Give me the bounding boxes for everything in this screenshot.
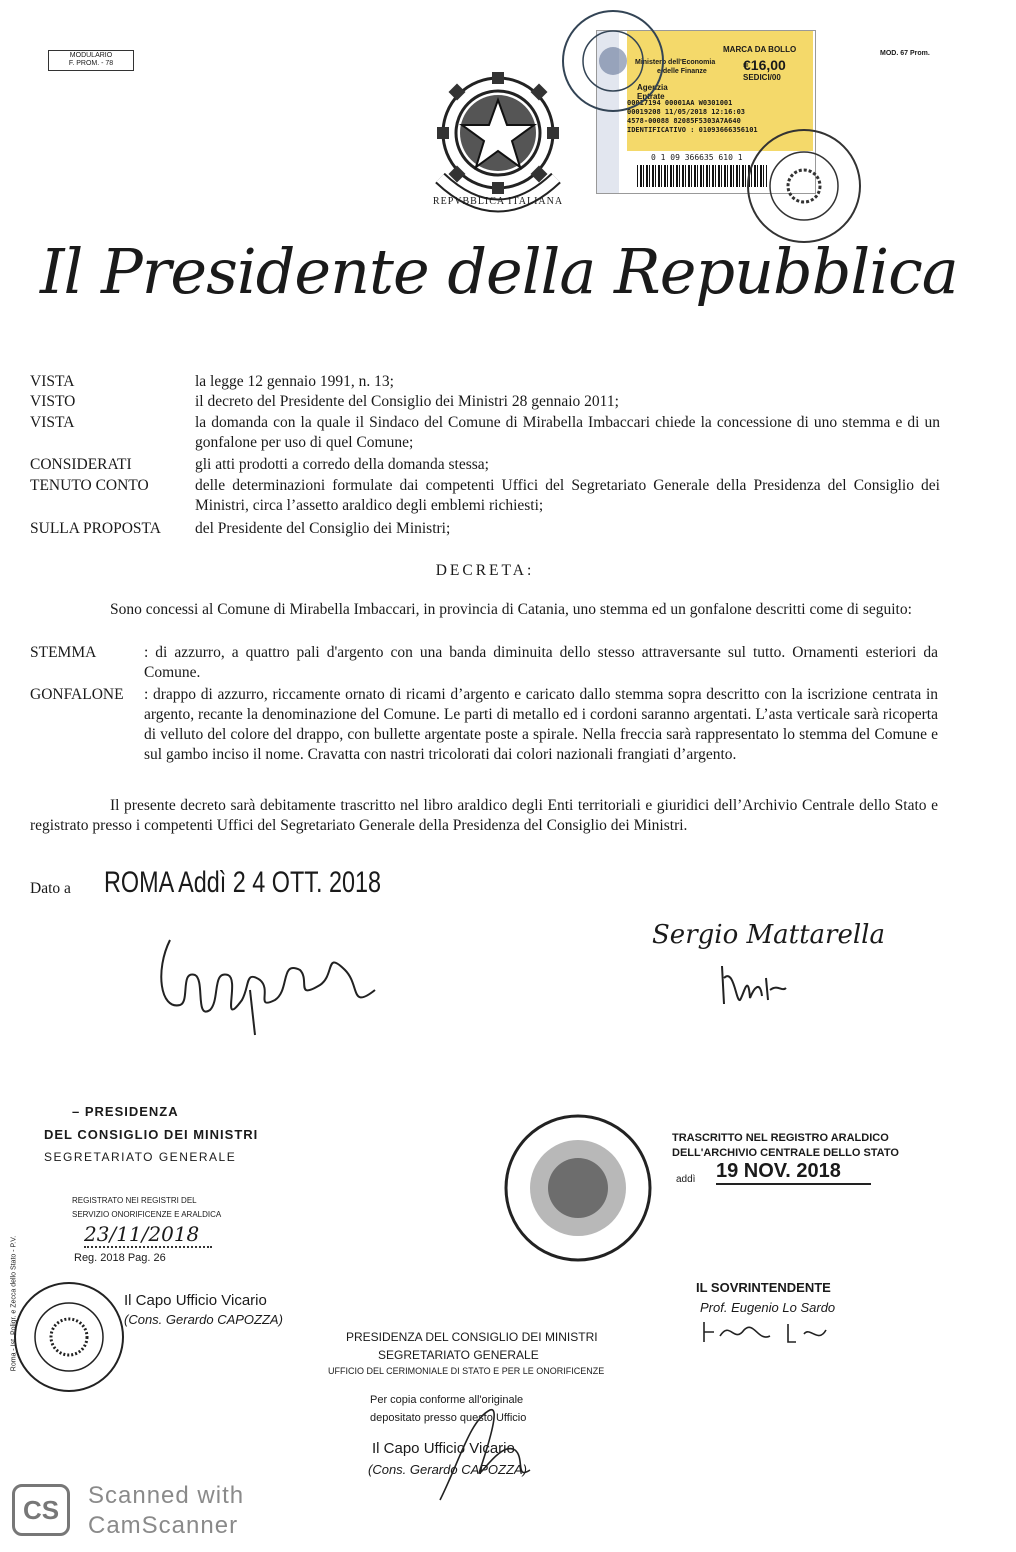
camscanner-line-1: Scanned with	[88, 1482, 245, 1509]
right-trascritto: TRASCRITTO NEL REGISTRO ARALDICO	[672, 1132, 889, 1144]
seal-bottom-left-icon	[10, 1278, 128, 1396]
president-signature: Sergio Mattarella	[652, 920, 885, 950]
dato-a-label: Dato a	[30, 880, 71, 897]
intro-paragraph: Sono concessi al Comune di Mirabella Imbaccari, in provincia di Catania, uno stemma ed un gonfalone descritti come di seguito:	[110, 601, 912, 618]
stemma-definition: STEMMA : di azzurro, a quattro pali d'argento con una banda diminuita dello stesso attraversante sul tutto. Ornamenti esteriori da Comune.	[30, 644, 938, 681]
printer-note: Roma - Ist. Poligr. e Zecca dello Stato - P.V.	[10, 1235, 18, 1372]
stamp-amount: €16,00	[743, 57, 786, 73]
dash-mark: –	[72, 1104, 85, 1119]
seal-top-right-icon	[742, 124, 866, 248]
registration-line-1: REGISTRATO NEI REGISTRI DEL	[72, 1196, 197, 1205]
premise-row: VISTA la domanda con la quale il Sindaco del Comune di Mirabella Imbaccari chiede la concessione di uno stemma e di un gonfalone per uso di quel Comune;	[30, 414, 940, 451]
center-copia-conforme: Per copia conforme all'originale	[370, 1394, 524, 1406]
camscanner-logo-icon: CS	[12, 1484, 70, 1536]
premise-row: TENUTO CONTO delle determinazioni formulate dai competenti Uffici del Segretariato Generale della Presidenza del Consiglio dei Ministri, circa l’assetto araldico degli emblemi richiesti;	[30, 477, 940, 514]
premise-row: VISTO il decreto del Presidente del Consiglio dei Ministri 28 gennaio 2011;	[30, 393, 619, 410]
premise-row: SULLA PROPOSTA del Presidente del Consiglio dei Ministri;	[30, 520, 451, 537]
archive-seal-icon	[498, 1108, 658, 1268]
right-addi: addì	[676, 1174, 696, 1185]
registration-volume: Reg. 2018 Pag. 26	[74, 1252, 166, 1264]
left-block-segretariato: SEGRETARIATO GENERALE	[44, 1150, 237, 1164]
seal-top-left-icon	[558, 6, 668, 116]
left-block-consiglio: DEL CONSIGLIO DEI MINISTRI	[44, 1127, 259, 1142]
right-date: 19 NOV. 2018	[716, 1160, 871, 1185]
premise-row: VISTA la legge 12 gennaio 1991, n. 13;	[30, 373, 394, 390]
camscanner-line-2: CamScanner	[88, 1512, 239, 1539]
gonfalone-definition: GONFALONE : drappo di azzurro, riccamente ornato di ricami d’argento e caricato dallo stemma sopra descritto con la iscrizione centrata in argento, recante la denominazione del Comune. Le parti di metallo ed i cordoni saranno argentati. L’asta verticale sarà ricoperta di velluto del colore del drappo, con bullette argentate poste a spirale. Nella freccia sarà rappresentato lo stemma del Comune e sul gambo inciso il nome. Cravatta con nastri tricolorati dai colori nazionali frangiati d’argento.	[30, 686, 938, 763]
center-capo-ufficio: Il Capo Ufficio Vicario	[372, 1440, 515, 1457]
republic-emblem-icon	[418, 58, 578, 218]
center-depositato: depositato presso questo Ufficio	[370, 1412, 527, 1424]
minister-signature-icon	[150, 930, 390, 1040]
place-date-stamp: ROMA Addì 2 4 OTT. 2018	[104, 866, 382, 899]
center-cons-capozza: (Cons. Gerardo CAPOZZA)	[368, 1462, 527, 1477]
stamp-codes: 00017194 00001AA W0301001 00019208 11/05/2018 12:16:03 4578-00088 82085F5303A7A640 IDENTIFICATIVO : 01093666356101	[627, 99, 758, 134]
registration-line-2: SERVIZIO ONORIFICENZE E ARALDICA	[72, 1210, 222, 1219]
president-initials-icon	[714, 958, 794, 1014]
page-title: Il Presidente della Repubblica	[40, 235, 958, 308]
mod-label: MOD. 67 Prom.	[880, 50, 930, 57]
sovrintendente-signature-icon	[700, 1316, 830, 1348]
decreta-heading: DECRETA:	[435, 562, 535, 579]
modulario-tag: MODULARIO F. PROM. - 78	[48, 50, 134, 71]
center-signature-icon	[420, 1400, 560, 1510]
emblem-ring-text: REPVBBLICA ITALIANA	[432, 196, 564, 207]
center-ufficio: UFFICIO DEL CERIMONIALE DI STATO E PER LE ONORIFICENZE	[328, 1366, 605, 1376]
closing-paragraph: Il presente decreto sarà debitamente trascritto nel libro araldico degli Enti territoriali e giuridici dell’Archivio Centrale dello Stato e registrato presso i competenti Uffici del Segretariato Generale della Presidenza del Consiglio dei Ministri.	[30, 797, 938, 834]
right-sovrintendente: IL SOVRINTENDENTE	[696, 1280, 831, 1295]
center-presidenza: PRESIDENZA DEL CONSIGLIO DEI MINISTRI	[346, 1330, 598, 1344]
left-cons-capozza: (Cons. Gerardo CAPOZZA)	[124, 1312, 283, 1327]
left-capo-ufficio: Il Capo Ufficio Vicario	[124, 1292, 267, 1309]
center-segretariato: SEGRETARIATO GENERALE	[378, 1348, 539, 1362]
registration-date: 23/11/2018	[84, 1222, 212, 1248]
right-prof: Prof. Eugenio Lo Sardo	[700, 1300, 836, 1315]
left-block-presidenza: – PRESIDENZA	[72, 1104, 179, 1119]
right-archivio: DELL'ARCHIVIO CENTRALE DELLO STATO	[672, 1147, 899, 1159]
premise-row: CONSIDERATI gli atti prodotti a corredo della domanda stessa;	[30, 456, 489, 473]
revenue-stamp: MARCA DA BOLLO Ministero dell'Economia e delle Finanze €16,00 SEDICI/00 Agenzia Entrate 00017194 00001AA W0301001 00019208 11/05/2018 12:16:03 4578-00088 82085F5303A7A640 IDENTIFICATIVO : 01093666356101 0 1 09 366635 610 1	[596, 30, 816, 194]
